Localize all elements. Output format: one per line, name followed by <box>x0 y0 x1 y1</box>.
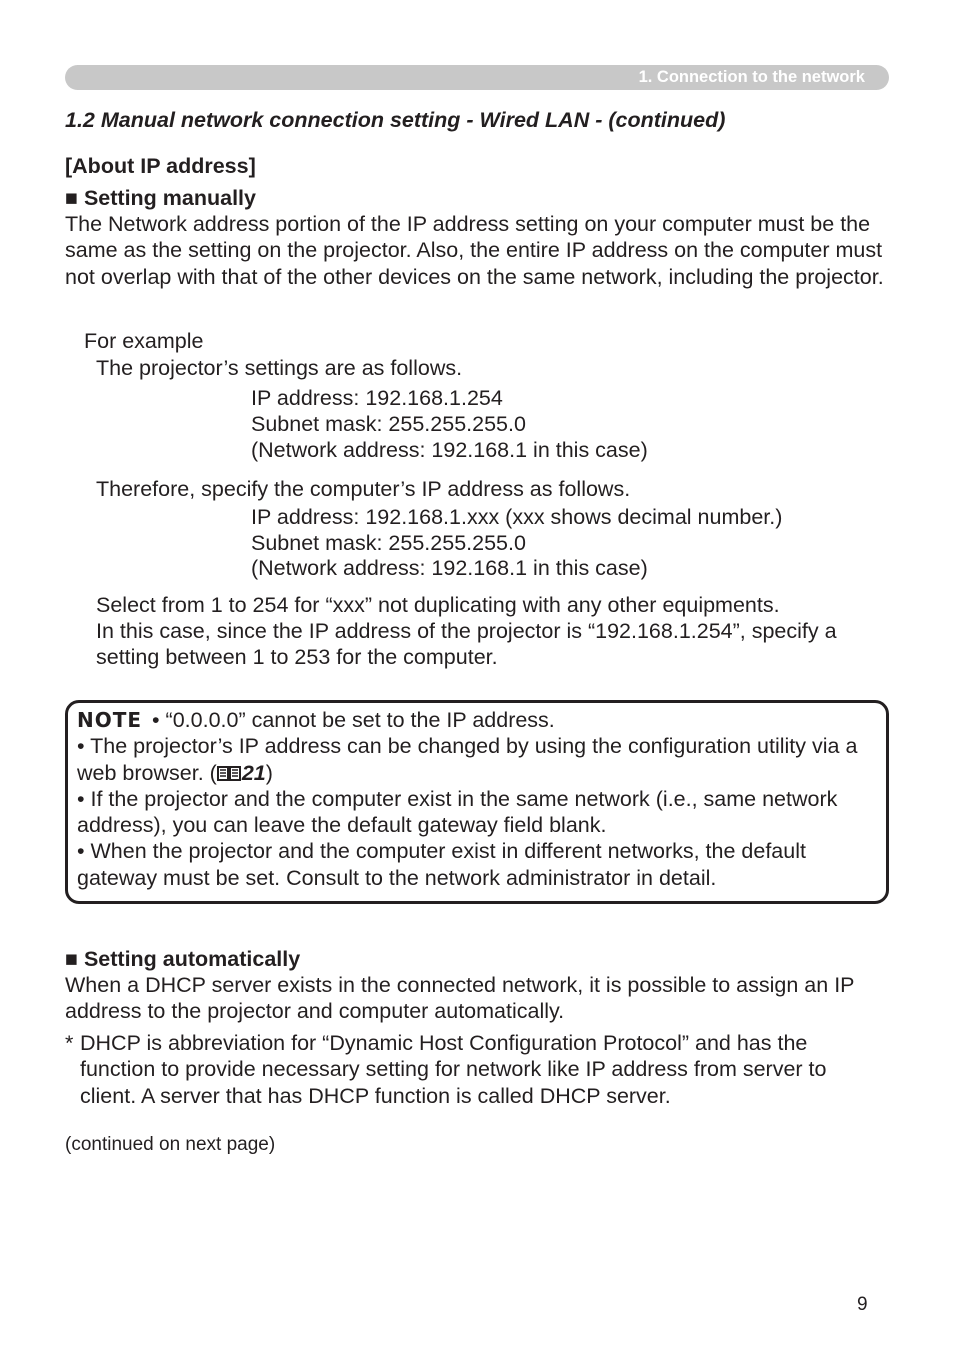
example-label: For example <box>84 329 204 353</box>
auto-paragraph: When a DHCP server exists in the connected network, it is possible to assign an IP address to the projector and computer automatically. <box>65 973 855 1024</box>
select-line-2: In this case, since the IP address of the projector is “192.168.1.254”, specify a <box>96 619 837 643</box>
projector-mask: Subnet mask: 255.255.255.0 <box>251 412 526 436</box>
computer-mask: Subnet mask: 255.255.255.0 <box>251 531 526 555</box>
dhcp-footnote: DHCP is abbreviation for “Dynamic Host Configuration Protocol” and has the function to provide necessary setting for network like IP address from server to client. A server that has DHCP function is called DHCP server. <box>80 1031 827 1108</box>
computer-intro: Therefore, specify the computer’s IP address as follows. <box>96 477 631 501</box>
page-title: 1.2 Manual network connection setting - Wired LAN - (continued) <box>65 108 726 132</box>
continued-note: (continued on next page) <box>65 1134 276 1155</box>
note-item-3: • If the projector and the computer exist in the same network (i.e., same network address), you can leave the default gateway field blank. <box>77 786 838 838</box>
note-item-4: • When the projector and the computer exist in different networks, the default gateway must be set. Consult to the network administrator in detail. <box>77 839 806 890</box>
manual-paragraph: The Network address portion of the IP address setting on your computer must be the same as the setting on the projector. Also, the entire IP address on the computer must not overlap with that of the other devices on the same network, including the projector. <box>65 212 884 289</box>
select-line-1: Select from 1 to 254 for “xxx” not duplicating with any other equipments. <box>96 593 780 617</box>
note-item-1: NOTE • “0.0.0.0” cannot be set to the IP address. <box>77 708 555 732</box>
computer-ip: IP address: 192.168.1.xxx (xxx shows decimal number.) <box>251 505 783 529</box>
book-icon <box>217 764 241 782</box>
section-label: 1. Connection to the network <box>638 68 865 86</box>
page-number: 9 <box>857 1294 868 1315</box>
manual-heading: ■ Setting manually <box>65 186 256 210</box>
note-content <box>77 707 877 891</box>
note-label: NOTE <box>77 708 143 732</box>
projector-intro: The projector’s settings are as follows. <box>96 356 463 380</box>
note-item-2: • The projector’s IP address can be changed by using the configuration utility via a web browser. ( 21) <box>77 734 858 785</box>
page-reference-link[interactable]: 21 <box>241 760 266 785</box>
projector-ip: IP address: 192.168.1.254 <box>251 386 503 410</box>
footnote-marker: * <box>65 1031 74 1055</box>
select-line-3: setting between 1 to 253 for the computer. <box>96 645 498 669</box>
auto-heading: ■ Setting automatically <box>65 947 301 971</box>
projector-network: (Network address: 192.168.1 in this case) <box>251 438 648 462</box>
section-header-bar <box>65 65 889 90</box>
about-heading: [About IP address] <box>65 154 256 178</box>
computer-network: (Network address: 192.168.1 in this case) <box>251 556 648 580</box>
